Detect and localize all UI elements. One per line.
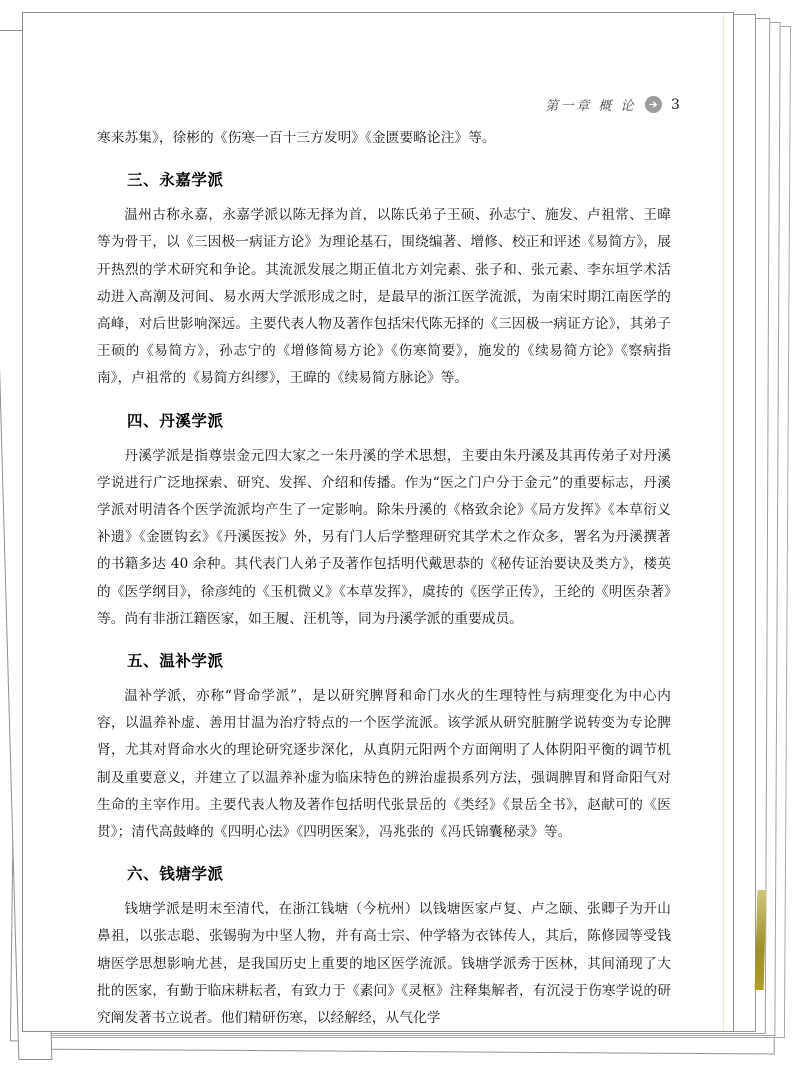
heading-wenbu-school: 五、温补学派 — [127, 652, 224, 671]
running-head-chapter-label: 第一章 概 论 — [545, 99, 636, 114]
arrow-right-circle-icon — [645, 96, 662, 113]
paragraph-danxi-school: 丹溪学派是指尊崇金元四大家之一朱丹溪的学术思想，主要由朱丹溪及其再传弟子对丹溪学说进行广泛地探索、研究、发挥、介绍和传播。作为“医之门户分于金元”的重要标志，丹溪学派对明清各个医学流派均产生了一定影响。除朱丹溪的《格致余论》《局方发挥》《本草衍义补遗》《金匮钩玄》《丹溪医按》外，另有门人后学整理研究其学术之作众多，署名为丹溪撰著的书籍多达 40 余种。其代表门人弟子及著作包括明代戴思恭的《秘传证治要诀及类方》，楼英的《医学纲目》，徐彦纯的《玉机微义》《本草发挥》，虞抟的《医学正传》，王纶的《明医杂著》等。尚有非浙江籍医家，如王履、汪机等，同为丹溪学派的重要成员。 — [97, 447, 671, 627]
page-number: 3 — [671, 96, 680, 113]
book-page — [22, 12, 734, 1032]
page-content — [97, 125, 671, 1032]
paragraph-wenbu-school: 温补学派，亦称“肾命学派”，是以研究脾肾和命门水火的生理特性与病理变化为中心内容，以温养补虚、善用甘温为治疗特点的一个医学流派。该学派从研究脏腑学说转变为专论脾肾，尤其对肾命水火的理论研究逐步深化，从真阴元阳两个方面阐明了人体阴阳平衡的调节机制及重要意义，并建立了以温养补虚为临床特色的辨治虚损系列方法，强调脾胃和肾命阳气对生命的主宰作用。主要代表人物及著作包括明代张景岳的《类经》《景岳全书》，赵献可的《医贯》；清代高鼓峰的《四明心法》《四明医案》，冯兆张的《冯氏锦囊秘录》等。 — [97, 688, 671, 841]
heading-danxi-school: 四、丹溪学派 — [127, 411, 224, 430]
paragraph-continued-top: 寒来苏集》，徐彬的《伤寒一百十三方发明》《金匮要略论注》等。 — [97, 130, 496, 146]
heading-yongjia-school: 三、永嘉学派 — [127, 171, 224, 190]
running-head — [545, 95, 681, 114]
paragraph-qiantang-school: 钱塘学派是明末至清代，在浙江钱塘（今杭州）以钱塘医家卢复、卢之颐、张卿子为开山鼻祖，以张志聪、张锡驹为中坚人物，并有高士宗、仲学辂为衣钵传人，其后，陈修园等受钱塘医学思想影响尤甚，是我国历史上重要的地区医学流派。钱塘学派秀于医林，其间涌现了大批的医家，有勤于临床耕耘者，有致力于《素问》《灵枢》注释集解者，有沉浸于伤寒学说的研究阐发著书立说者。他们精研伤寒，以经解经，从气化学 — [97, 901, 671, 1027]
page-gutter-line — [723, 13, 724, 1031]
heading-qiantang-school: 六、钱塘学派 — [127, 865, 224, 884]
paragraph-yongjia-school: 温州古称永嘉，永嘉学派以陈无择为首，以陈氏弟子王硕、孙志宁、施发、卢祖常、王暐等为骨干，以《三因极一病证方论》为理论基石，围绕编著、增修、校正和评述《易简方》，展开热烈的学术研究和争论。其流派发展之期正值北方刘完素、张子和、张元素、李东垣学术活动进入高潮及河间、易水两大学派形成之时，是最早的浙江医学流派，为南宋时期江南医学的高峰，对后世影响深远。主要代表人物及著作包括宋代陈无择的《三因极一病证方论》，其弟子王硕的《易简方》，孙志宁的《增修简易方论》《伤寒简要》，施发的《续易简方论》《察病指南》，卢祖常的《易简方纠缪》，王暐的《续易简方脉论》等。 — [97, 207, 671, 387]
